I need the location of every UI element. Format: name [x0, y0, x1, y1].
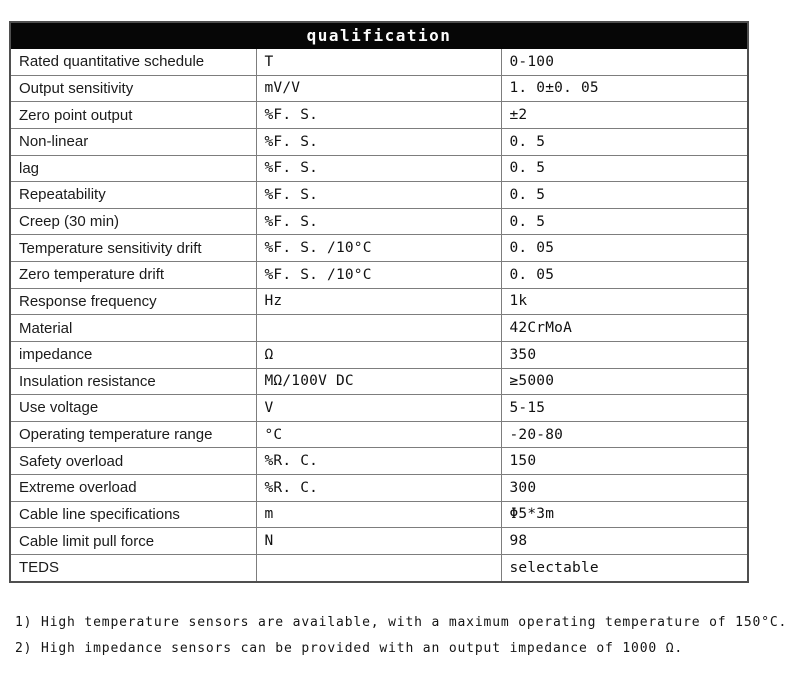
param-value: 0. 5	[501, 155, 748, 182]
param-unit: m	[256, 501, 501, 528]
param-unit: mV/V	[256, 75, 501, 102]
param-name: Rated quantitative schedule	[10, 49, 256, 76]
param-name: TEDS	[10, 554, 256, 582]
param-name: Cable line specifications	[10, 501, 256, 528]
param-name: Zero temperature drift	[10, 262, 256, 289]
param-unit: V	[256, 395, 501, 422]
param-name: Temperature sensitivity drift	[10, 235, 256, 262]
table-row	[10, 155, 748, 182]
qualification-table	[9, 21, 749, 583]
param-name: Non-linear	[10, 128, 256, 155]
table-row	[10, 554, 748, 582]
param-unit: °C	[256, 421, 501, 448]
table-row	[10, 49, 748, 76]
param-value: ±2	[501, 102, 748, 129]
table-row	[10, 341, 748, 368]
param-unit	[256, 554, 501, 582]
param-name: Use voltage	[10, 395, 256, 422]
param-name: Zero point output	[10, 102, 256, 129]
table-row	[10, 501, 748, 528]
table-row	[10, 262, 748, 289]
param-unit: T	[256, 49, 501, 76]
param-value: 350	[501, 341, 748, 368]
table-row	[10, 315, 748, 342]
table-row	[10, 235, 748, 262]
param-value: 1. 0±0. 05	[501, 75, 748, 102]
param-name: lag	[10, 155, 256, 182]
param-value: 1k	[501, 288, 748, 315]
param-name: Insulation resistance	[10, 368, 256, 395]
param-value: 98	[501, 528, 748, 555]
param-value: 150	[501, 448, 748, 475]
param-name: Material	[10, 315, 256, 342]
param-value: -20-80	[501, 421, 748, 448]
table-row	[10, 528, 748, 555]
param-unit: %R. C.	[256, 448, 501, 475]
param-name: Extreme overload	[10, 475, 256, 502]
param-value: 42CrMoA	[501, 315, 748, 342]
table-row	[10, 182, 748, 209]
table-row	[10, 448, 748, 475]
param-value: 0. 5	[501, 128, 748, 155]
param-value: 0. 05	[501, 235, 748, 262]
param-name: Repeatability	[10, 182, 256, 209]
table-row	[10, 75, 748, 102]
param-unit: %F. S. /10°C	[256, 262, 501, 289]
table-title: qualification	[10, 22, 748, 49]
table-row	[10, 208, 748, 235]
param-unit	[256, 315, 501, 342]
param-unit: %F. S.	[256, 128, 501, 155]
param-name: Safety overload	[10, 448, 256, 475]
param-value: 5-15	[501, 395, 748, 422]
param-unit: %F. S.	[256, 208, 501, 235]
table-row	[10, 102, 748, 129]
param-name: Output sensitivity	[10, 75, 256, 102]
param-unit: %R. C.	[256, 475, 501, 502]
param-value: 0. 5	[501, 208, 748, 235]
param-unit: Ω	[256, 341, 501, 368]
param-value: 0. 05	[501, 262, 748, 289]
param-name: impedance	[10, 341, 256, 368]
param-value: 0-100	[501, 49, 748, 76]
param-unit: %F. S.	[256, 155, 501, 182]
param-value: 300	[501, 475, 748, 502]
param-name: Response frequency	[10, 288, 256, 315]
table-header-row	[10, 22, 748, 49]
param-name: Cable limit pull force	[10, 528, 256, 555]
table-row	[10, 421, 748, 448]
param-value: selectable	[501, 554, 748, 582]
param-unit: MΩ/100V DC	[256, 368, 501, 395]
table-row	[10, 395, 748, 422]
footnote-2: 2) High impedance sensors can be provided with an output impedance of 1000 Ω.	[15, 641, 684, 656]
param-unit: N	[256, 528, 501, 555]
param-name: Operating temperature range	[10, 421, 256, 448]
table-row	[10, 288, 748, 315]
table-row	[10, 475, 748, 502]
table-row	[10, 368, 748, 395]
param-unit: %F. S. /10°C	[256, 235, 501, 262]
footnotes	[15, 610, 796, 662]
param-unit: %F. S.	[256, 102, 501, 129]
table-row	[10, 128, 748, 155]
param-unit: Hz	[256, 288, 501, 315]
footnote-1: 1) High temperature sensors are available, with a maximum operating temperature of 150°C.	[15, 615, 788, 630]
param-name: Creep (30 min)	[10, 208, 256, 235]
param-value: 0. 5	[501, 182, 748, 209]
param-unit: %F. S.	[256, 182, 501, 209]
param-value: Φ5*3m	[501, 501, 748, 528]
spec-table-body	[10, 49, 748, 583]
param-value: ≥5000	[501, 368, 748, 395]
